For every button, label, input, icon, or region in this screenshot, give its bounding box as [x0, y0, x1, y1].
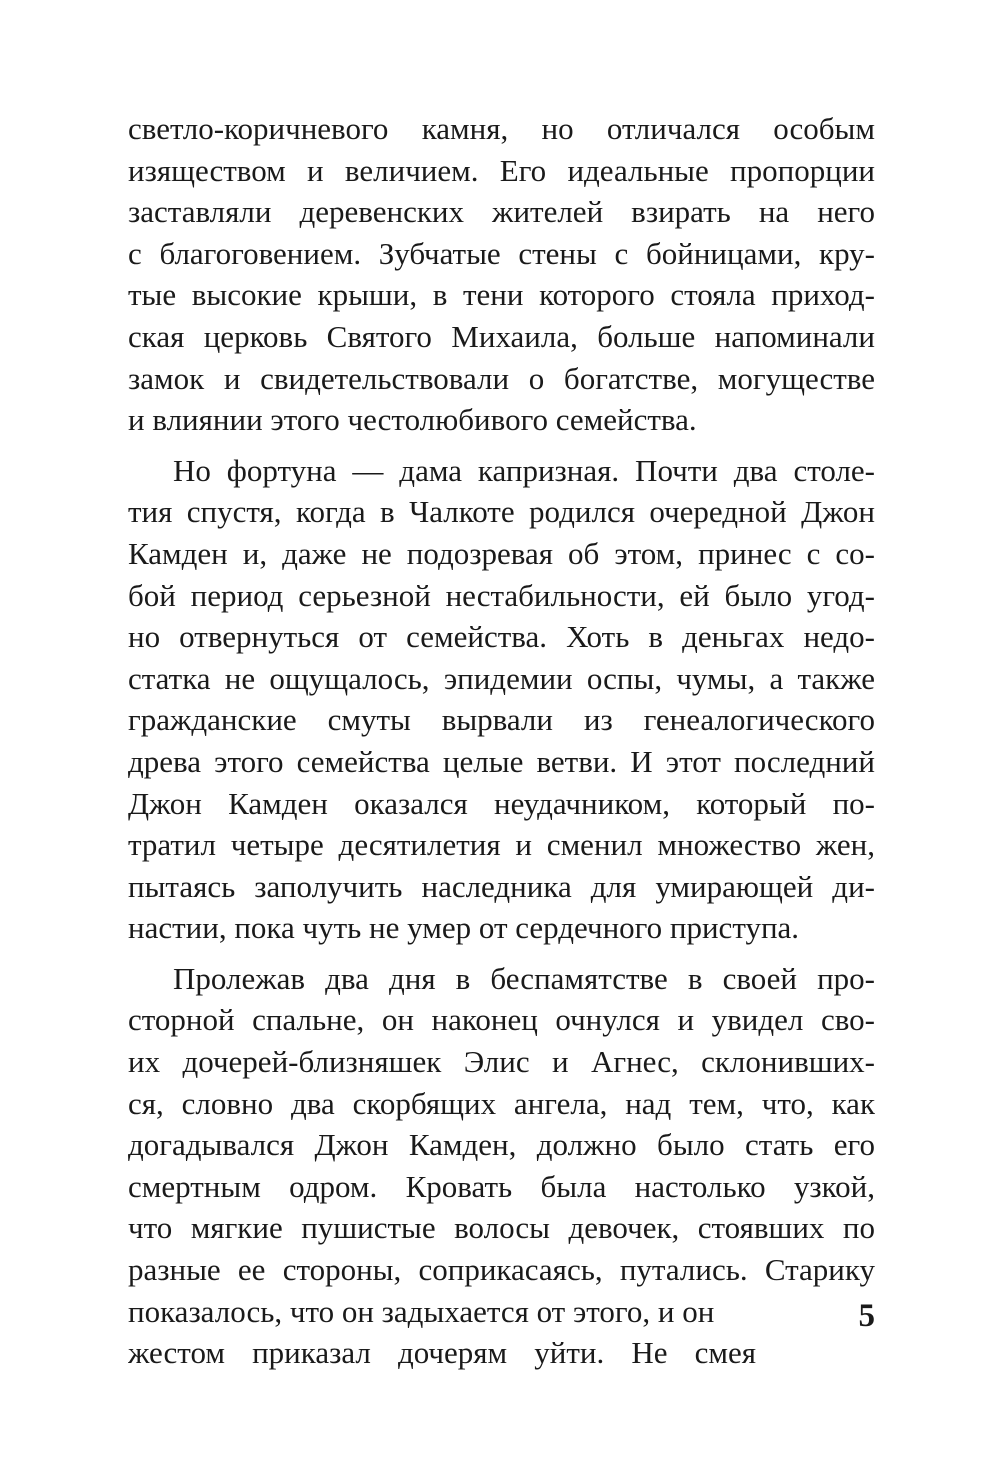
text-line: светло-коричневого камня, но отличался особым [128, 111, 875, 146]
text-line: сторной спальне, он наконец очнулся и увидел сво- [128, 1002, 875, 1038]
text-line: Камден и, даже не подозревая об этом, принес с со- [128, 535, 875, 571]
text-line: настии, пока чуть не умер от сердечного приступа. [128, 910, 800, 946]
text-line: показалось, что он задыхается от этого, и он [128, 1293, 715, 1329]
text-line: догадывался Джон Камден, должно было стать его [128, 1127, 875, 1163]
paragraph-1 [128, 108, 875, 441]
text-line: изяществом и величием. Его идеальные пропорции [128, 152, 875, 188]
text-line: заставляли деревенских жителей взирать на него [128, 194, 875, 230]
text-line: гражданские смуты вырвали из генеалогического [128, 702, 875, 738]
text-line: Джон Камден оказался неудачником, который по- [128, 785, 875, 821]
text-line: тия спустя, когда в Чалкоте родился очередной Джон [128, 494, 875, 530]
text-line: Пролежав два дня в беспамятстве в своей про- [173, 960, 875, 996]
page-number: 5 [858, 1298, 875, 1334]
text-line: древа этого семейства целые ветви. И этот последний [128, 743, 875, 779]
text-line: замок и свидетельствовали о богатстве, могуществе [128, 360, 875, 396]
text-line: тратил четыре десятилетия и сменил множество жен, [128, 827, 875, 863]
text-line: бой период серьезной нестабильности, ей было угод- [128, 577, 875, 613]
text-line: их дочерей-близняшек Элис и Агнес, склонивших- [128, 1044, 875, 1080]
text-line: пытаясь заполучить наследника для умирающей ди- [128, 868, 875, 904]
text-line: ская церковь Святого Михаила, больше напоминали [128, 318, 875, 354]
text-line: разные ее стороны, соприкасаясь, путались. Старику [128, 1252, 875, 1288]
text-line: статка не ощущалось, эпидемии оспы, чумы, а также [128, 660, 875, 696]
text-line: жестом приказал дочерям уйти. Не смея [128, 1335, 756, 1371]
paragraph-2 [128, 450, 875, 949]
text-line: тые высокие крыши, в тени которого стояла приход- [128, 277, 875, 313]
text-line: ся, словно два скорбящих ангела, над тем, что, как [128, 1085, 875, 1121]
paragraph-3 [128, 958, 875, 1374]
page-body [128, 108, 875, 1383]
text-line: Но фортуна — дама капризная. Почти два столе- [173, 452, 875, 488]
text-line: но отвернуться от семейства. Хоть в деньгах недо- [128, 619, 875, 655]
text-line: и влиянии этого честолюбивого семейства. [128, 402, 697, 438]
text-line: смертным одром. Кровать была настолько узкой, [128, 1168, 875, 1204]
text-line: с благоговением. Зубчатые стены с бойницами, кру- [128, 235, 875, 271]
text-line: что мягкие пушистые волосы девочек, стоявших по [128, 1210, 875, 1246]
